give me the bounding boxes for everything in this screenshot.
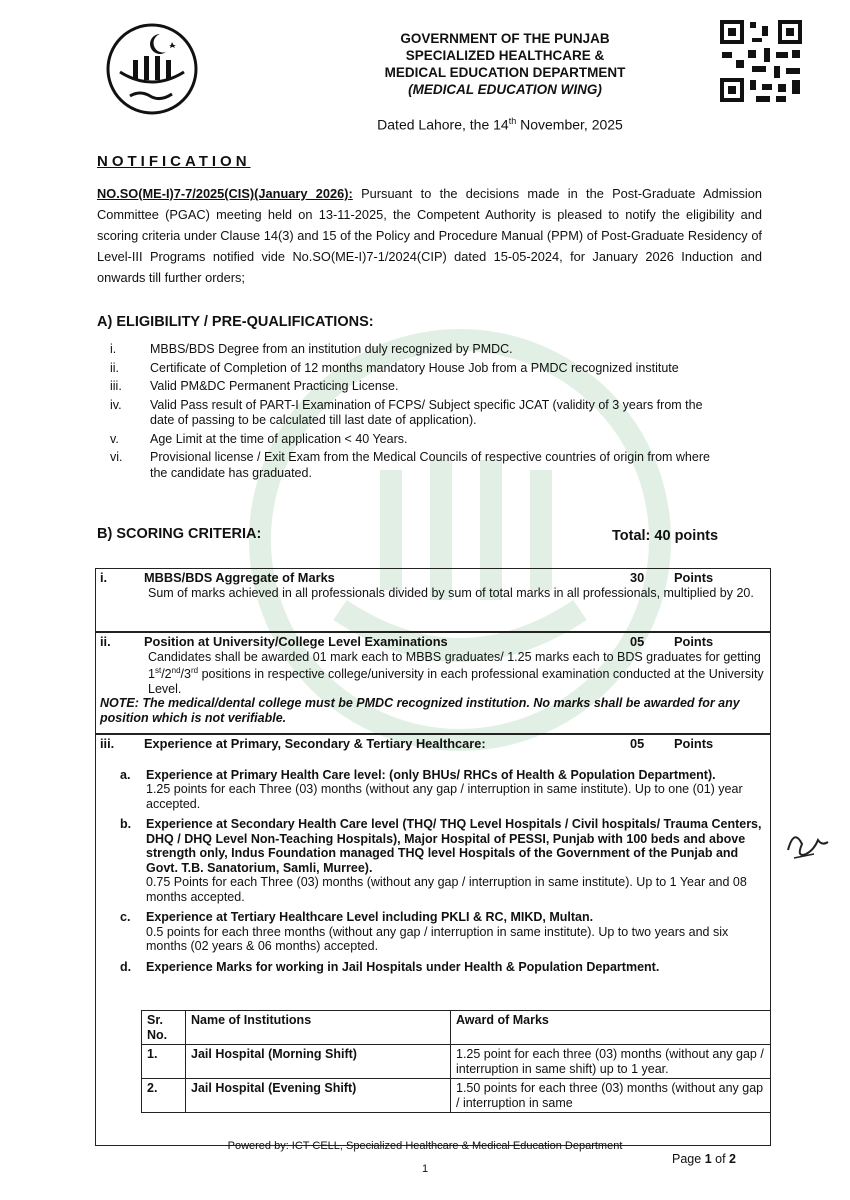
- row-description: [100, 650, 764, 697]
- table-row: [142, 1045, 771, 1079]
- cell-institution: Jail Hospital (Morning Shift): [186, 1045, 451, 1079]
- row-points-label: Points: [674, 570, 714, 585]
- sub-item-d: [100, 960, 764, 975]
- row-number: iii.: [100, 736, 115, 751]
- cell-sr: 2.: [142, 1079, 186, 1113]
- sup-3: rd: [190, 666, 199, 675]
- sub-letter: d.: [120, 959, 132, 974]
- header-line-2: SPECIALIZED HEALTHCARE &: [405, 48, 605, 63]
- sub-letter: a.: [120, 767, 131, 782]
- dated-suffix: November, 2025: [516, 116, 623, 133]
- sup-1: st: [154, 666, 162, 675]
- item-number: iv.: [110, 397, 122, 412]
- header-line-3: MEDICAL EDUCATION DEPARTMENT: [384, 65, 626, 80]
- item-text: Certificate of Completion of 12 months mandatory House Job from a PMDC recognized institute: [150, 360, 679, 375]
- punjab-government-logo: [100, 22, 205, 117]
- sep-1: /2: [161, 667, 172, 682]
- scoring-row-1: [95, 568, 771, 632]
- item-text: Provisional license / Exit Exam from the Medical Councils of respective countries of origin from where the candidate has graduated.: [150, 450, 710, 480]
- jail-hospital-table: [141, 1010, 771, 1113]
- header-institution: Name of Institutions: [186, 1011, 451, 1045]
- desc-part-a: Candidates shall be awarded 01 mark each to MBBS graduates/ 1.25 marks each to BDS graduates for getting 1: [148, 649, 761, 682]
- scoring-row-2: [95, 632, 771, 734]
- page-of-word: of: [715, 1152, 726, 1166]
- sub-text: 1.25 points for each Three (03) months (without any gap / interruption in same institute). Up to one (01) year accepted.: [146, 782, 743, 811]
- sub-text: 0.5 points for each three months (without any gap / interruption in same institute). Up to two years and six months (02 years & 06 months) accepted.: [146, 924, 729, 953]
- item-text: Valid PM&DC Permanent Practicing License.: [150, 379, 399, 393]
- header-sr-no: Sr. No.: [142, 1011, 186, 1045]
- page-total: 2: [729, 1152, 736, 1166]
- header-line-1: GOVERNMENT OF THE PUNJAB: [400, 31, 610, 46]
- header-line-4: (MEDICAL EDUCATION WING): [408, 82, 602, 97]
- scoring-heading: B) SCORING CRITERIA:: [97, 526, 262, 542]
- row-number: ii.: [100, 634, 111, 649]
- sub-item-c: [100, 910, 764, 954]
- cell-institution: Jail Hospital (Evening Shift): [186, 1079, 451, 1113]
- table-row: [142, 1079, 771, 1113]
- sub-letter: c.: [120, 910, 131, 924]
- item-text: Valid Pass result of PART-I Examination of FCPS/ Subject specific JCAT (validity of 3 years from the date of passing to be calculated till last date of application).: [150, 397, 703, 427]
- eligibility-list: [110, 342, 710, 484]
- item-number: vi.: [110, 450, 123, 464]
- cell-award: 1.50 points for each three (03) months (without any gap / interruption in same: [451, 1079, 771, 1113]
- row-number: i.: [100, 570, 108, 585]
- list-item: [110, 342, 710, 358]
- page-indicator: [672, 1152, 736, 1166]
- table-header-row: [142, 1011, 771, 1045]
- desc-part-b: positions in respective college/university in each professional examination conducted at the University Level.: [148, 667, 764, 696]
- list-item: [110, 379, 710, 395]
- scoring-total: Total: 40 points: [612, 528, 719, 544]
- footer-powered-by: Powered by: ICT CELL, Specialized Healthcare & Medical Education Department: [227, 1140, 623, 1152]
- list-item: [110, 450, 710, 481]
- sub-title: Experience at Tertiary Healthcare Level including PKLI & RC, MIKD, Multan.: [146, 910, 594, 924]
- row-description: Sum of marks achieved in all professionals divided by sum of total marks in all professionals, multiplied by 20.: [148, 585, 754, 600]
- notification-reference: NO.SO(ME-I)7-7/2025(CIS)(January 2026):: [97, 186, 353, 201]
- list-item: [110, 432, 710, 448]
- list-item: [110, 398, 710, 429]
- sub-title: Experience Marks for working in Jail Hospitals under Health & Population Department.: [146, 959, 660, 974]
- sep-2: /3: [180, 667, 191, 682]
- page-word: Page: [672, 1152, 702, 1166]
- item-number: i.: [110, 342, 117, 356]
- notification-title: NOTIFICATION: [97, 153, 251, 170]
- eligibility-heading: A) ELIGIBILITY / PRE-QUALIFICATIONS:: [97, 314, 374, 330]
- cell-award: 1.25 point for each three (03) months (without any gap / interruption in same shift) up to 1 year.: [451, 1045, 771, 1079]
- dated-prefix: Dated Lahore, the 14: [377, 116, 509, 133]
- sub-item-b: [100, 817, 764, 904]
- item-number: iii.: [110, 379, 122, 393]
- row-points: 30: [630, 570, 645, 585]
- row-title: MBBS/BDS Aggregate of Marks: [144, 570, 335, 585]
- item-text: MBBS/BDS Degree from an institution duly recognized by PMDC.: [150, 342, 513, 356]
- cell-sr: 1.: [142, 1045, 186, 1079]
- row-points-label: Points: [674, 736, 714, 751]
- row-points: 05: [630, 736, 645, 751]
- row-title: Position at University/College Level Examinations: [144, 634, 448, 649]
- item-number: ii.: [110, 360, 120, 375]
- page-current: 1: [704, 1152, 712, 1166]
- sub-item-a: [100, 768, 764, 812]
- sub-title: Experience at Primary Health Care level: (only BHUs/ RHCs of Health & Population Department).: [146, 767, 716, 782]
- position-note: NOTE: The medical/dental college must be PMDC recognized institution. No marks shall be awarded for any position which is not verifiable.: [100, 696, 740, 725]
- department-header: [330, 30, 680, 98]
- sup-2: nd: [171, 666, 181, 675]
- intro-paragraph: [97, 183, 762, 288]
- handwritten-initials: [780, 820, 840, 870]
- row-points-label: Points: [674, 634, 714, 649]
- intro-text: Pursuant to the decisions made in the Post-Graduate Admission Committee (PGAC) meeting held on 13-11-2025, the Competent Authority is pleased to notify the eligibility and scoring criteria under Clause 14(3) and 15 of the Policy and Procedure Manual (PPM) of Post-Graduate Residency of Level-III Programs notified vide No.SO(ME-I)7-1/2024(CIP) dated 15-05-2024, for January 2026 Induction and onwards till further orders;: [97, 186, 762, 285]
- item-text: Age Limit at the time of application < 40 Years.: [150, 431, 408, 446]
- item-number: v.: [110, 431, 119, 446]
- header-award: Award of Marks: [451, 1011, 771, 1045]
- page-number: 1: [421, 1163, 429, 1175]
- sub-title: Experience at Secondary Health Care level (THQ/ THQ Level Hospitals / Civil hospitals/ Trauma Centers, DHQ / DHQ Level Non-Teaching Hospitals), Major Hospital of PESSI, Punjab with 100 beds and above strength only, Indus Foundation managed THQ level Hospitals of the Government of the Punjab and Govt. T.B. Sanatorium, Samli, Murree).: [146, 817, 762, 875]
- sub-letter: b.: [120, 817, 132, 831]
- sub-text: 0.75 Points for each Three (03) months (without any gap / interruption in same institute). Up to 1 Year and 08 months accepted.: [146, 875, 747, 904]
- dated-line: [300, 116, 700, 133]
- qr-code: [718, 18, 804, 104]
- row-title: Experience at Primary, Secondary & Tertiary Healthcare:: [144, 736, 486, 751]
- dated-sup: th: [508, 116, 517, 126]
- list-item: [110, 361, 710, 377]
- row-points: 05: [630, 634, 645, 649]
